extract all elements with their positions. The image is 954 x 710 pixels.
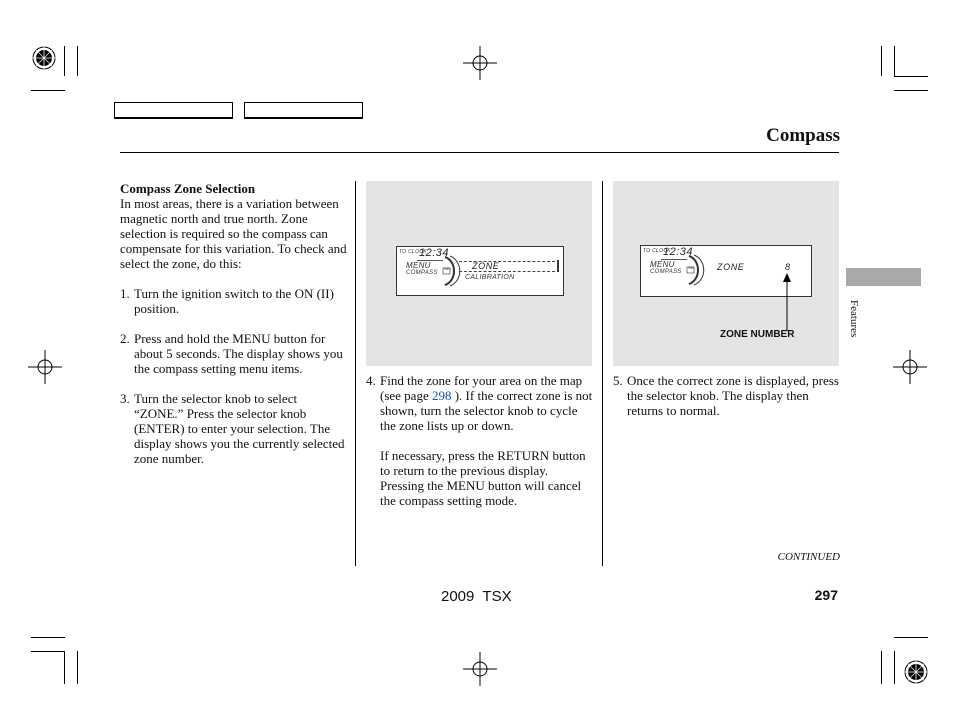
step-text: Turn the selector knob to select “ZONE.” Press the selector knob (ENTER) to enter your selection. The display shows you the currently selected zone number. xyxy=(134,391,345,466)
left-column xyxy=(120,181,348,466)
registration-mark-icon xyxy=(900,658,932,686)
step-number: 2. xyxy=(120,331,130,346)
step-text: Press and hold the MENU button for about 5 seconds. The display shows you the compass setting menu items. xyxy=(134,331,343,376)
page-title: Compass xyxy=(766,125,840,146)
selector-knob-icon xyxy=(685,252,707,288)
section-tab-label: Features xyxy=(848,300,860,338)
crosshair-icon xyxy=(28,350,62,384)
intro-paragraph: In most areas, there is a variation between magnetic north and true north. Zone selection is required so the compass can compensate for this variation. To check and select the zone, do this: xyxy=(120,196,347,271)
continued-label: CONTINUED xyxy=(777,551,840,563)
step-number: 3. xyxy=(120,391,130,406)
crosshair-icon xyxy=(893,350,927,384)
step-number: 4. xyxy=(366,373,376,388)
lcd-clock-label: TO CLOCK xyxy=(399,249,427,255)
display-illustration-zone xyxy=(613,181,839,366)
lcd-zone-label: ZONE xyxy=(472,261,500,271)
lcd-zone-value: 8 xyxy=(785,262,791,272)
callout-arrow-icon xyxy=(781,273,793,331)
model-label: 2009 TSX xyxy=(441,588,512,605)
knob-label: SEL xyxy=(688,265,696,270)
lcd-compass-label: COMPASS xyxy=(650,269,682,275)
page-reference-link[interactable]: 298 xyxy=(431,388,452,403)
step-item xyxy=(613,373,841,418)
lcd-time: 12:34 xyxy=(419,247,450,259)
page-number: 297 xyxy=(814,587,838,603)
section-tab xyxy=(846,268,921,286)
lcd-clock-label: TO CLOCK xyxy=(643,248,671,254)
title-rule xyxy=(120,152,839,153)
step-item xyxy=(120,391,348,466)
right-column xyxy=(613,373,841,418)
lcd-calibration-label: CALIBRATION xyxy=(465,274,515,281)
header-tab-box xyxy=(244,102,363,119)
step-text-part: Find the zone for your area on the map (see page xyxy=(380,373,583,403)
registration-mark-icon xyxy=(30,44,62,72)
knob-label: SEL xyxy=(444,266,452,271)
lcd-compass-label: COMPASS xyxy=(406,270,438,276)
lcd-zone-label: ZONE xyxy=(717,262,745,272)
zone-number-callout: ZONE NUMBER xyxy=(720,329,795,340)
step-text-part: ). If the correct zone is not shown, turn the selector knob to cycle the zone lists up or down. xyxy=(380,388,593,433)
lcd-menu-label: MENU xyxy=(406,261,431,270)
section-heading: Compass Zone Selection xyxy=(120,181,256,196)
header-tab-box xyxy=(114,102,233,119)
step-item xyxy=(120,331,348,376)
step-text xyxy=(380,373,594,433)
step-item xyxy=(120,286,348,316)
return-paragraph: If necessary, press the RETURN button to return to the previous display. Pressing the MENU button will cancel the compass setting mode. xyxy=(380,448,586,508)
crosshair-icon xyxy=(463,652,497,686)
lcd-time: 12:34 xyxy=(663,246,694,258)
lcd-menu-label: MENU xyxy=(650,260,675,269)
lcd-screen xyxy=(396,246,564,296)
display-illustration-calibration xyxy=(366,181,592,366)
step-item xyxy=(366,373,594,433)
column-divider xyxy=(355,181,356,566)
step-number: 5. xyxy=(613,373,623,388)
step-number: 1. xyxy=(120,286,130,301)
step-text: Turn the ignition switch to the ON (II) position. xyxy=(134,286,334,316)
step-text: Once the correct zone is displayed, press the selector knob. The display then returns to normal. xyxy=(627,373,839,418)
middle-column xyxy=(366,373,594,508)
column-divider xyxy=(602,181,603,566)
crosshair-icon xyxy=(463,46,497,80)
